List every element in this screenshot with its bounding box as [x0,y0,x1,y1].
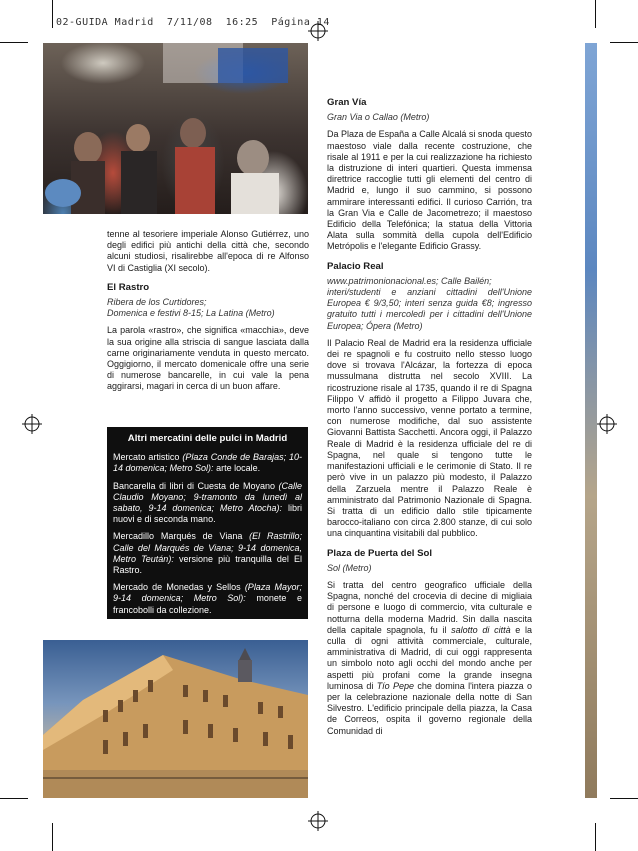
right-edge-photo [585,43,597,798]
left-column [107,229,309,401]
gran-via-heading: Gran Vía [327,97,367,108]
palacio-real-prices: interi/studenti e anziani cittadini dell'Unione Europea € 9/3,50; interi senza guida €8; ingresso gratuito tutti i mercoledì per i cittadini dell'Unione Europea; Ópera (Metro) [327,287,532,331]
crop-mark [595,823,596,851]
el-rastro-info [107,297,309,319]
slug-page: Página 14 [271,17,330,28]
el-rastro-hours: Domenica e festivi 8-15; La Latina (Metro) [107,308,275,319]
crop-mark [595,0,596,28]
palacio-real-info [327,276,532,332]
puerta-del-sol-metro: Sol (Metro) [327,562,372,573]
box-item-desc: monete e francobolli da collezione. [113,593,302,615]
crop-mark [0,798,28,799]
registration-mark-icon [597,414,617,434]
el-rastro-body: La parola «rastro», che significa «macchia», deve la sua origine alla striscia di sangue lasciata dalla carne originariamente venduta in questo mercato. Oggigiorno, il mercato domenicale offre una serie di numerose bancarelle, in cui vale la pena aggirarsi, magari in cerca di un buon affare. [107,325,309,392]
sol-body-c: che domina l'intera piazza o per la celebrazione nazionale della notte di San Silvestro. L'edificio principale della piazza, la Casa de Correos, ospita il governo regionale della Comunidad di [327,680,532,736]
box-title: Altri mercatini delle pulci in Madrid [127,433,288,444]
puerta-del-sol-body [327,580,532,737]
sol-body-a: Si tratta del centro geografico ufficiale della Spagna, nonché del crocevia di decine di migliaia di persone e luogo di commercio, vita culturale e notturna della moderna Madrid. Sin dalla nascita della capitale spagnola, fu il [327,579,532,635]
palace-illustration [43,640,308,798]
palacio-real-website: www.patrimonionacional.es; Calle Bailén; [327,275,492,286]
box-item-desc: arte locale. [216,463,261,474]
crop-mark [52,0,53,28]
registration-mark-icon [308,811,328,831]
registration-mark-icon [308,21,328,41]
right-column [327,97,532,745]
crop-mark [610,798,638,799]
box-item-details: (Plaza Conde de Barajas; 10-14 domenica; Metro Sol): [113,452,302,474]
flea-markets-box [107,427,308,619]
crop-mark [52,823,53,851]
el-rastro-heading: El Rastro [107,281,150,293]
box-item-desc: versione più tranquilla del El Rastro. [113,553,302,576]
crop-mark [0,42,28,43]
sol-body-em2: Tío Pepe [376,680,415,691]
box-item [113,582,302,616]
crowd-illustration [43,43,308,214]
crop-mark [610,42,638,43]
box-item [113,452,302,474]
box-item [113,481,302,526]
box-item-label: Mercado de Monedas y Sellos [113,582,241,593]
el-rastro-address: Ribera de los Curtidores; [107,297,207,308]
print-slug [56,17,330,28]
slug-file: 02-GUIDA Madrid [56,17,154,28]
box-item-details: (El Rastrillo; Calle del Marqués de Viana; 9-14 domenica, Metro Teután): [113,531,302,564]
palacio-real-body: Il Palacio Real de Madrid era la residenza ufficiale dei re spagnoli e fu costruito nello stesso luogo dove si trovava l'Alcázar, la fortezza di epoca mussulmana distrutta nel secolo XVIII. La ricostruzione risale al 1735, quando il re di Spagna Filippo V affidò il progetto a Filippo Juvara che, morto l'anno successivo, venne portato a termine, con numerose modifiche, dal suo assistente Giovanni Battista Sacchetti. Ancora oggi, il Palazzo Reale di Madrid è la residenza ufficiale del re di Spagna, nel quale si tengono tutte le manifestazioni ufficiali e le cerimonie di Stato. Il re però vive in un palazzo più modesto, il Palazzo della Zarzuela mentre il Palazzo Reale è amministrato dal Patrimonio Nazionale di Spagna. Si tratta di un edificio dallo stile tipicamente barocco-italiano con circa 2.800 stanze, di cui solo una cinquantina visitabili dal pubblico. [327,337,532,539]
box-item-desc: libri nuovi e di seconda mano. [113,503,302,525]
box-item-label: Bancarella di libri di Cuesta de Moyano [113,480,275,491]
box-item-label: Mercato artistico [113,452,180,463]
box-item-label: Mercadillo Marqués de Viana [113,531,243,542]
box-item-details: (Plaza Mayor; 9-14 domenica; Metro Sol): [113,582,302,604]
gran-via-body: Da Plaza de España a Calle Alcalá si snoda questo maestoso viale dalla recente costruzione, che risale al 1911 e per la cui realizzazione ha richiesto la distruzione di interi quartieri. Questa immensa direttrice raccoglie tutti gli elementi del centro di Madrid e, lungo il suo cammino, si possono ammirare interessanti edifici. Il curioso Carrión, tra la Gran Via e Calle de Jacometrezo; il maestoso Edificio della Telefónica; la statua della Vittoria Alata sulla sommità della cupola dell'Edificio Metrópolis e l'elegante Edificio Grassy. [327,129,532,252]
market-crowd-photo [43,43,308,214]
sol-body-b: e la culla di ogni attività commerciale, culturale, amministrativa di Madrid, di cui oggi rappresenta un simbolo noto agli occhi del mondo anche per aspetti più profani come la grande insegna luminosa di [327,624,533,691]
slug-time: 16:25 [225,17,259,28]
puerta-del-sol-heading: Plaza de Puerta del Sol [327,547,433,559]
box-item-details: (Calle Claudio Moyano; 9-tramonto da lunedì al sabato, 9-14 domenica; Metro Atocha): [113,480,302,514]
palacio-real-heading: Palacio Real [327,260,384,272]
box-item [113,531,302,576]
sol-body-em1: salotto di città [451,624,511,635]
registration-mark-icon [22,414,42,434]
intro-paragraph: tenne al tesoriere imperiale Alonso Gutiérrez, uno degli edifici più antichi della città che, secondo alcuni studiosi, risalirebbe all'epoca di re Alfonso VI di Castiglia (XI secolo). [107,229,309,273]
royal-palace-photo [43,640,308,798]
slug-date: 7/11/08 [166,17,213,28]
gran-via-metro: Gran Via o Callao (Metro) [327,112,430,123]
